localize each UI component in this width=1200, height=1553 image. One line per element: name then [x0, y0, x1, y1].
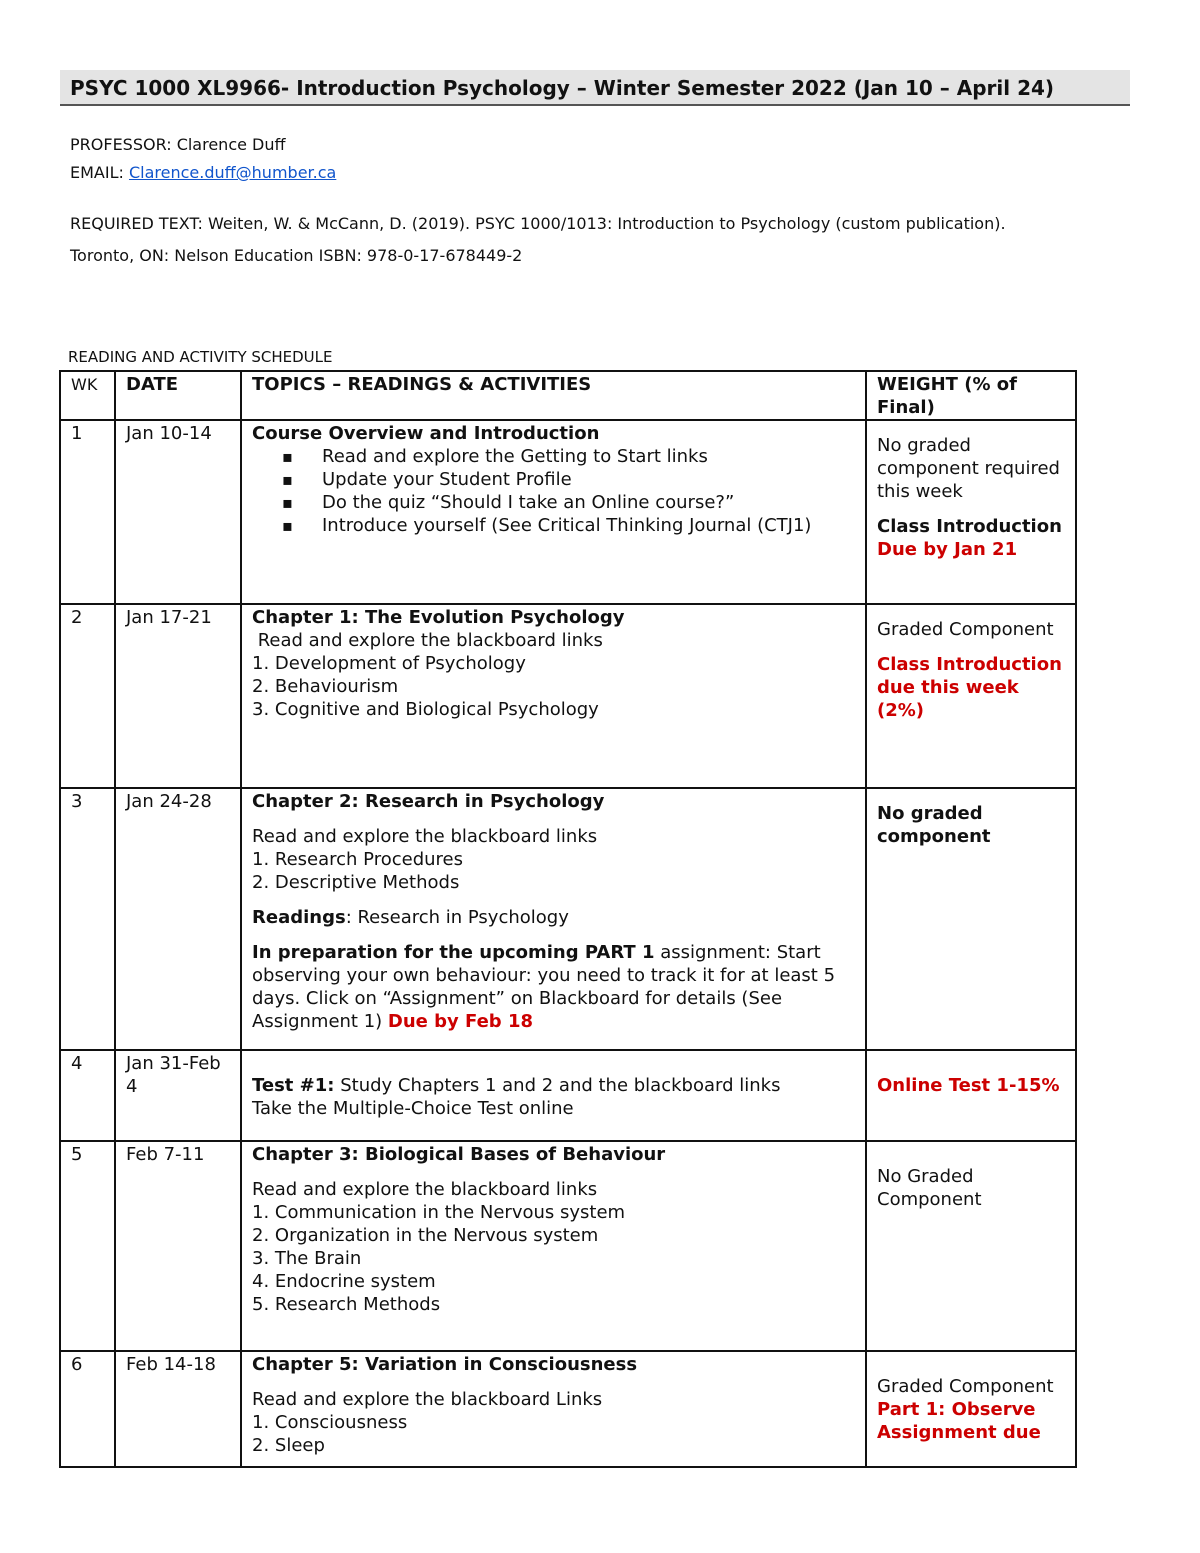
wk-cell: 1: [60, 420, 115, 604]
table-row: [60, 604, 1076, 788]
spacer: [877, 503, 1065, 515]
weight-due: Class Introduction due this week (2%): [877, 654, 1062, 721]
weight-cell: [866, 788, 1076, 1050]
date-cell: Jan 31-Feb 4: [115, 1050, 241, 1141]
prep-text: assignment: Start observing your own behaviour: you need to track it for at least 5 days. Click on “Assignment” on Blackboard for details (See Assignment 1): [252, 942, 836, 1032]
schedule-table: [59, 370, 1077, 1468]
page-title: PSYC 1000 XL9966- Introduction Psychology – Winter Semester 2022 (Jan 10 – April 24): [70, 76, 1055, 100]
row-intro: Read and explore the blackboard Links: [252, 1389, 603, 1410]
test-line: [252, 1074, 855, 1097]
prep-bold: In preparation for the upcoming PART 1: [252, 942, 655, 963]
list-item: 3. The Brain: [252, 1248, 362, 1269]
bullet-item: ▪ Read and explore the Getting to Start links: [252, 445, 855, 468]
list-item: 2. Sleep: [252, 1435, 325, 1456]
row-title: Chapter 1: The Evolution Psychology: [252, 607, 625, 628]
header-wk: WK: [60, 371, 115, 420]
topics-cell: [241, 604, 866, 788]
list-item: 1. Communication in the Nervous system: [252, 1202, 626, 1223]
list-item: 4. Endocrine system: [252, 1271, 436, 1292]
spacer: [252, 894, 855, 906]
weight-cell: [866, 1141, 1076, 1351]
row-intro: Read and explore the blackboard links: [252, 1179, 598, 1200]
topics-cell: [241, 1351, 866, 1467]
weight-bold: No graded component: [877, 803, 991, 847]
topics-cell: [241, 1141, 866, 1351]
row-title-rest: Study Chapters 1 and 2 and the blackboard links: [334, 1075, 781, 1096]
header-topics: TOPICS – READINGS & ACTIVITIES: [241, 371, 866, 420]
list-item: 2. Behaviourism: [252, 676, 399, 697]
spacer: [877, 790, 1065, 802]
row-line2: Take the Multiple-Choice Test online: [252, 1098, 574, 1119]
prep-paragraph: [252, 941, 855, 1033]
spacer: [252, 1376, 855, 1388]
table-row: [60, 1050, 1076, 1141]
weight-cell: [866, 604, 1076, 788]
required-text-line1: REQUIRED TEXT: Weiten, W. & McCann, D. (2019). PSYC 1000/1013: Introduction to Psychology (custom publication).: [70, 214, 1006, 233]
row-title: Test #1:: [252, 1075, 335, 1096]
topics-cell: [241, 420, 866, 604]
list-item: 2. Descriptive Methods: [252, 872, 460, 893]
spacer: [877, 1052, 1065, 1074]
wk-cell: 5: [60, 1141, 115, 1351]
weight-text: No Graded Component: [877, 1166, 982, 1210]
list-item: 3. Cognitive and Biological Psychology: [252, 699, 599, 720]
email-label: EMAIL:: [70, 163, 124, 182]
weight-text: No graded component required this week: [877, 435, 1060, 502]
weight-cell: [866, 420, 1076, 604]
spacer: [877, 641, 1065, 653]
row-title: Course Overview and Introduction: [252, 423, 600, 444]
weight-text: Graded Component: [877, 619, 1054, 640]
list-item: 1. Research Procedures: [252, 849, 463, 870]
table-row: [60, 1351, 1076, 1467]
schedule-label: READING AND ACTIVITY SCHEDULE: [68, 348, 333, 366]
table-header-row: [60, 371, 1076, 420]
readings-line: [252, 906, 855, 929]
row-title: Chapter 2: Research in Psychology: [252, 791, 605, 812]
table-row: [60, 788, 1076, 1050]
professor-name: Clarence Duff: [176, 135, 286, 154]
list-item: 1. Development of Psychology: [252, 653, 526, 674]
professor-label: PROFESSOR:: [70, 135, 172, 154]
weight-due: Online Test 1-15%: [877, 1075, 1060, 1096]
spacer: [877, 1143, 1065, 1165]
email-link[interactable]: Clarence.duff@humber.ca: [128, 163, 337, 182]
weight-text: Graded Component: [877, 1376, 1054, 1397]
date-cell: Feb 7-11: [115, 1141, 241, 1351]
title-bar: [60, 70, 1130, 106]
wk-cell: 3: [60, 788, 115, 1050]
row-intro: Read and explore the blackboard links: [252, 826, 598, 847]
readings-label: Readings: [252, 907, 346, 928]
bullet-item: ▪ Update your Student Profile: [252, 468, 855, 491]
header-weight: WEIGHT (% of Final): [866, 371, 1076, 420]
weight-due: Part 1: Observe Assignment due: [877, 1399, 1041, 1443]
row-title: Chapter 3: Biological Bases of Behaviour: [252, 1144, 666, 1165]
row-title: Chapter 5: Variation in Consciousness: [252, 1354, 638, 1375]
professor-line: [70, 135, 286, 154]
wk-cell: 6: [60, 1351, 115, 1467]
spacer: [252, 1166, 855, 1178]
prep-due: Due by Feb 18: [387, 1011, 533, 1032]
row-intro: Read and explore the blackboard links: [252, 630, 603, 651]
weight-due: Due by Jan 21: [877, 539, 1018, 560]
date-cell: Jan 17-21: [115, 604, 241, 788]
list-item: 1. Consciousness: [252, 1412, 408, 1433]
spacer: [252, 929, 855, 941]
header-date: DATE: [115, 371, 241, 420]
date-cell: Jan 24-28: [115, 788, 241, 1050]
table-row: [60, 1141, 1076, 1351]
wk-cell: 2: [60, 604, 115, 788]
bullet-item: ▪ Do the quiz “Should I take an Online course?”: [252, 491, 855, 514]
weight-bold: Class Introduction: [877, 516, 1062, 537]
weight-cell: [866, 1351, 1076, 1467]
spacer: [877, 1353, 1065, 1375]
email-line: [70, 163, 336, 182]
date-cell: Jan 10-14: [115, 420, 241, 604]
date-cell: Feb 14-18: [115, 1351, 241, 1467]
bullet-item: ▪ Introduce yourself (See Critical Thinking Journal (CTJ1): [252, 514, 855, 537]
list-item: 5. Research Methods: [252, 1294, 441, 1315]
weight-cell: [866, 1050, 1076, 1141]
list-item: 2. Organization in the Nervous system: [252, 1225, 599, 1246]
topics-cell: [241, 788, 866, 1050]
required-text-line2: Toronto, ON: Nelson Education ISBN: 978-0-17-678449-2: [70, 246, 523, 265]
spacer: [252, 1052, 855, 1074]
spacer: [877, 422, 1065, 434]
topics-cell: [241, 1050, 866, 1141]
spacer: [252, 813, 855, 825]
spacer: [877, 606, 1065, 618]
readings-text: : Research in Psychology: [345, 907, 569, 928]
table-row: [60, 420, 1076, 604]
wk-cell: 4: [60, 1050, 115, 1141]
